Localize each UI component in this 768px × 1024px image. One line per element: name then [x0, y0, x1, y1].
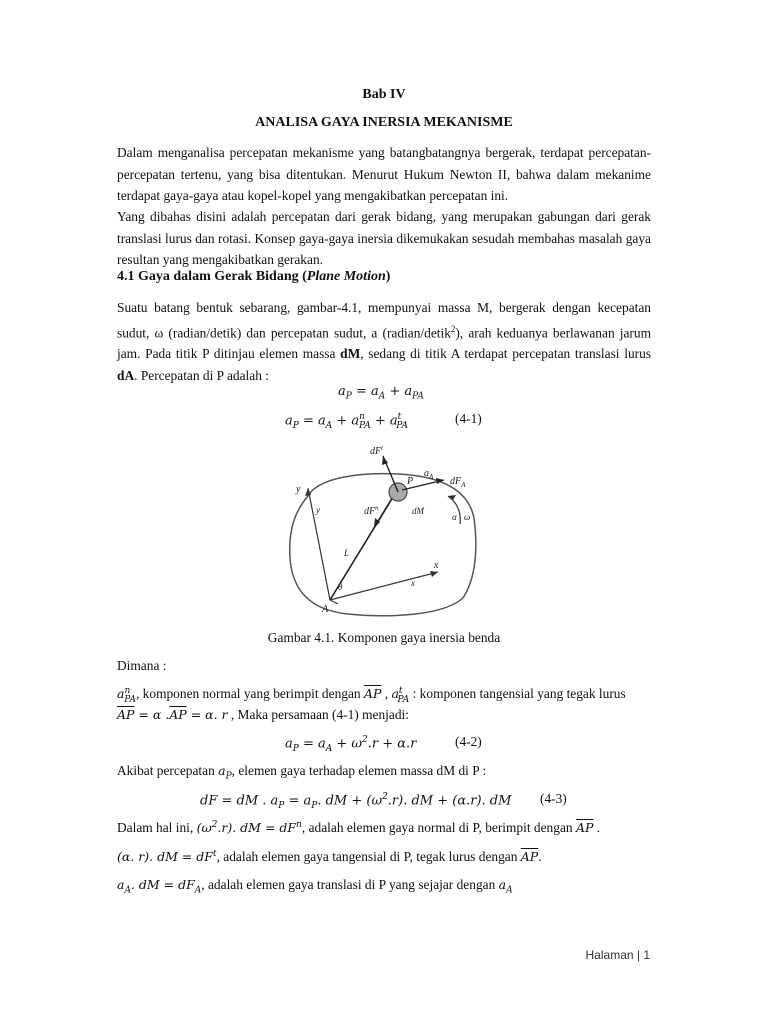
ap-definition-line: $\overline{AP} = \alpha$ $.\overline{AP} = \alpha$. r , Maka persamaan (4-1) menjadi:: [117, 707, 409, 722]
equation-3-number: (4-2): [455, 734, 482, 749]
label-y-coordinate: y: [316, 505, 320, 515]
label-a: A: [322, 604, 329, 615]
figure-caption: Gambar 4.1. Komponen gaya inersia benda: [267, 630, 501, 645]
point-a-tick: [330, 600, 338, 604]
figure-inertia-components: [278, 438, 478, 618]
normal-force-line: Dalam hal ini, $(\omega^2.r)$. dM = $dF^n$, adalah elemen gaya normal di P, berimpit dengan $\overline{AP}$ .: [117, 820, 601, 836]
chapter-title: ANALISA GAYA INERSIA MEKANISME: [255, 115, 513, 130]
equation-3: $a_P = a_A + \omega^2.r + \alpha.r$: [285, 735, 417, 754]
x-axis: [330, 572, 438, 600]
paragraph-3: Suatu batang bentuk sebarang, gambar-4.1, mempunyai massa M, bergerak dengan kecepatan sudut, ω (radian/detik) dan percepatan sudut, a (radian/detik$^2$), arah keduanya berlawanan jarum jam. Pada titik P ditinjau elemen massa dM, sedang di titik A terdapat percepatan translasi lurus dA. Percepatan di P adalah :: [117, 300, 651, 383]
translation-force-line: $a_A$. dM = $dF_A$, adalah elemen gaya translasi di P yang sejajar dengan $a_A$: [117, 877, 513, 896]
label-alpha: α: [452, 512, 457, 522]
chapter-label: Bab IV: [362, 87, 406, 102]
label-dFA: $dF_A$: [450, 476, 466, 489]
equation-2: $a_P = a_A + a^n_{PA} + a^t_{PA}$: [285, 412, 408, 431]
body-outline: [290, 474, 476, 616]
x-axis-arrow: [430, 571, 438, 577]
equation-1: $a_P = a_A + a_{PA}$: [338, 384, 424, 402]
equation-4: dF = dM . $a_P = a_P$. dM + $(\omega^2.r)$. dM + (α.r). dM: [200, 792, 512, 811]
equation-2-number: (4-1): [455, 411, 482, 426]
akibat-line: Akibat percepatan $a_P$, elemen gaya terhadap elemen massa dM di P :: [117, 763, 487, 782]
label-dFn: $dF^n$: [364, 504, 379, 517]
page-footer: Halaman | 1: [585, 948, 650, 962]
label-theta: θ: [338, 582, 343, 592]
label-x-coordinate: x: [411, 578, 415, 588]
label-dM: dM: [412, 506, 424, 516]
normal-component-line: $a^n_{PA}$, komponen normal yang berimpit dengan $\overline{AP}$ , $a^t_{PA}$ : komponen tangensial yang tegak lurus: [117, 686, 626, 705]
label-y-axis: y: [296, 484, 301, 495]
label-x-axis: x: [434, 560, 439, 571]
paragraph-2: Yang dibahas disini adalah percepatan dari gerak bidang, yang merupakan gabungan dari gerak translasi lurus dan rotasi. Konsep gaya-gaya inersia dikemukakan sesudah membahas masalah gaya resultan yang mengakibatkan gerakan.: [117, 209, 651, 267]
label-p: P: [407, 476, 414, 487]
tangential-force-line: (α. r). dM = $dF^t$, adalah elemen gaya tangensial di P, tegak lurus dengan $\overline{AP}$.: [117, 849, 542, 865]
dimana-label: Dimana :: [117, 658, 167, 673]
tangent-force-head: [382, 456, 388, 465]
label-dFt: $dF^t$: [370, 444, 384, 457]
section-heading: 4.1 Gaya dalam Gerak Bidang (Plane Motion): [117, 269, 391, 284]
paragraph-1: Dalam menganalisa percepatan mekanisme yang batangbatangnya bergerak, terdapat percepatan-percepatan tertenu, yang bisa ditentukan. Menurut Hukum Newton II, bahwa dalam mekanime terdapat gaya-gaya atau kopel-kopel yang mengakibatkan percepatan ini.: [117, 145, 651, 203]
equation-4-number: (4-3): [540, 791, 567, 806]
label-l: L: [344, 548, 350, 558]
label-aA: $a_A$: [424, 468, 434, 481]
label-omega: ω: [464, 512, 471, 522]
